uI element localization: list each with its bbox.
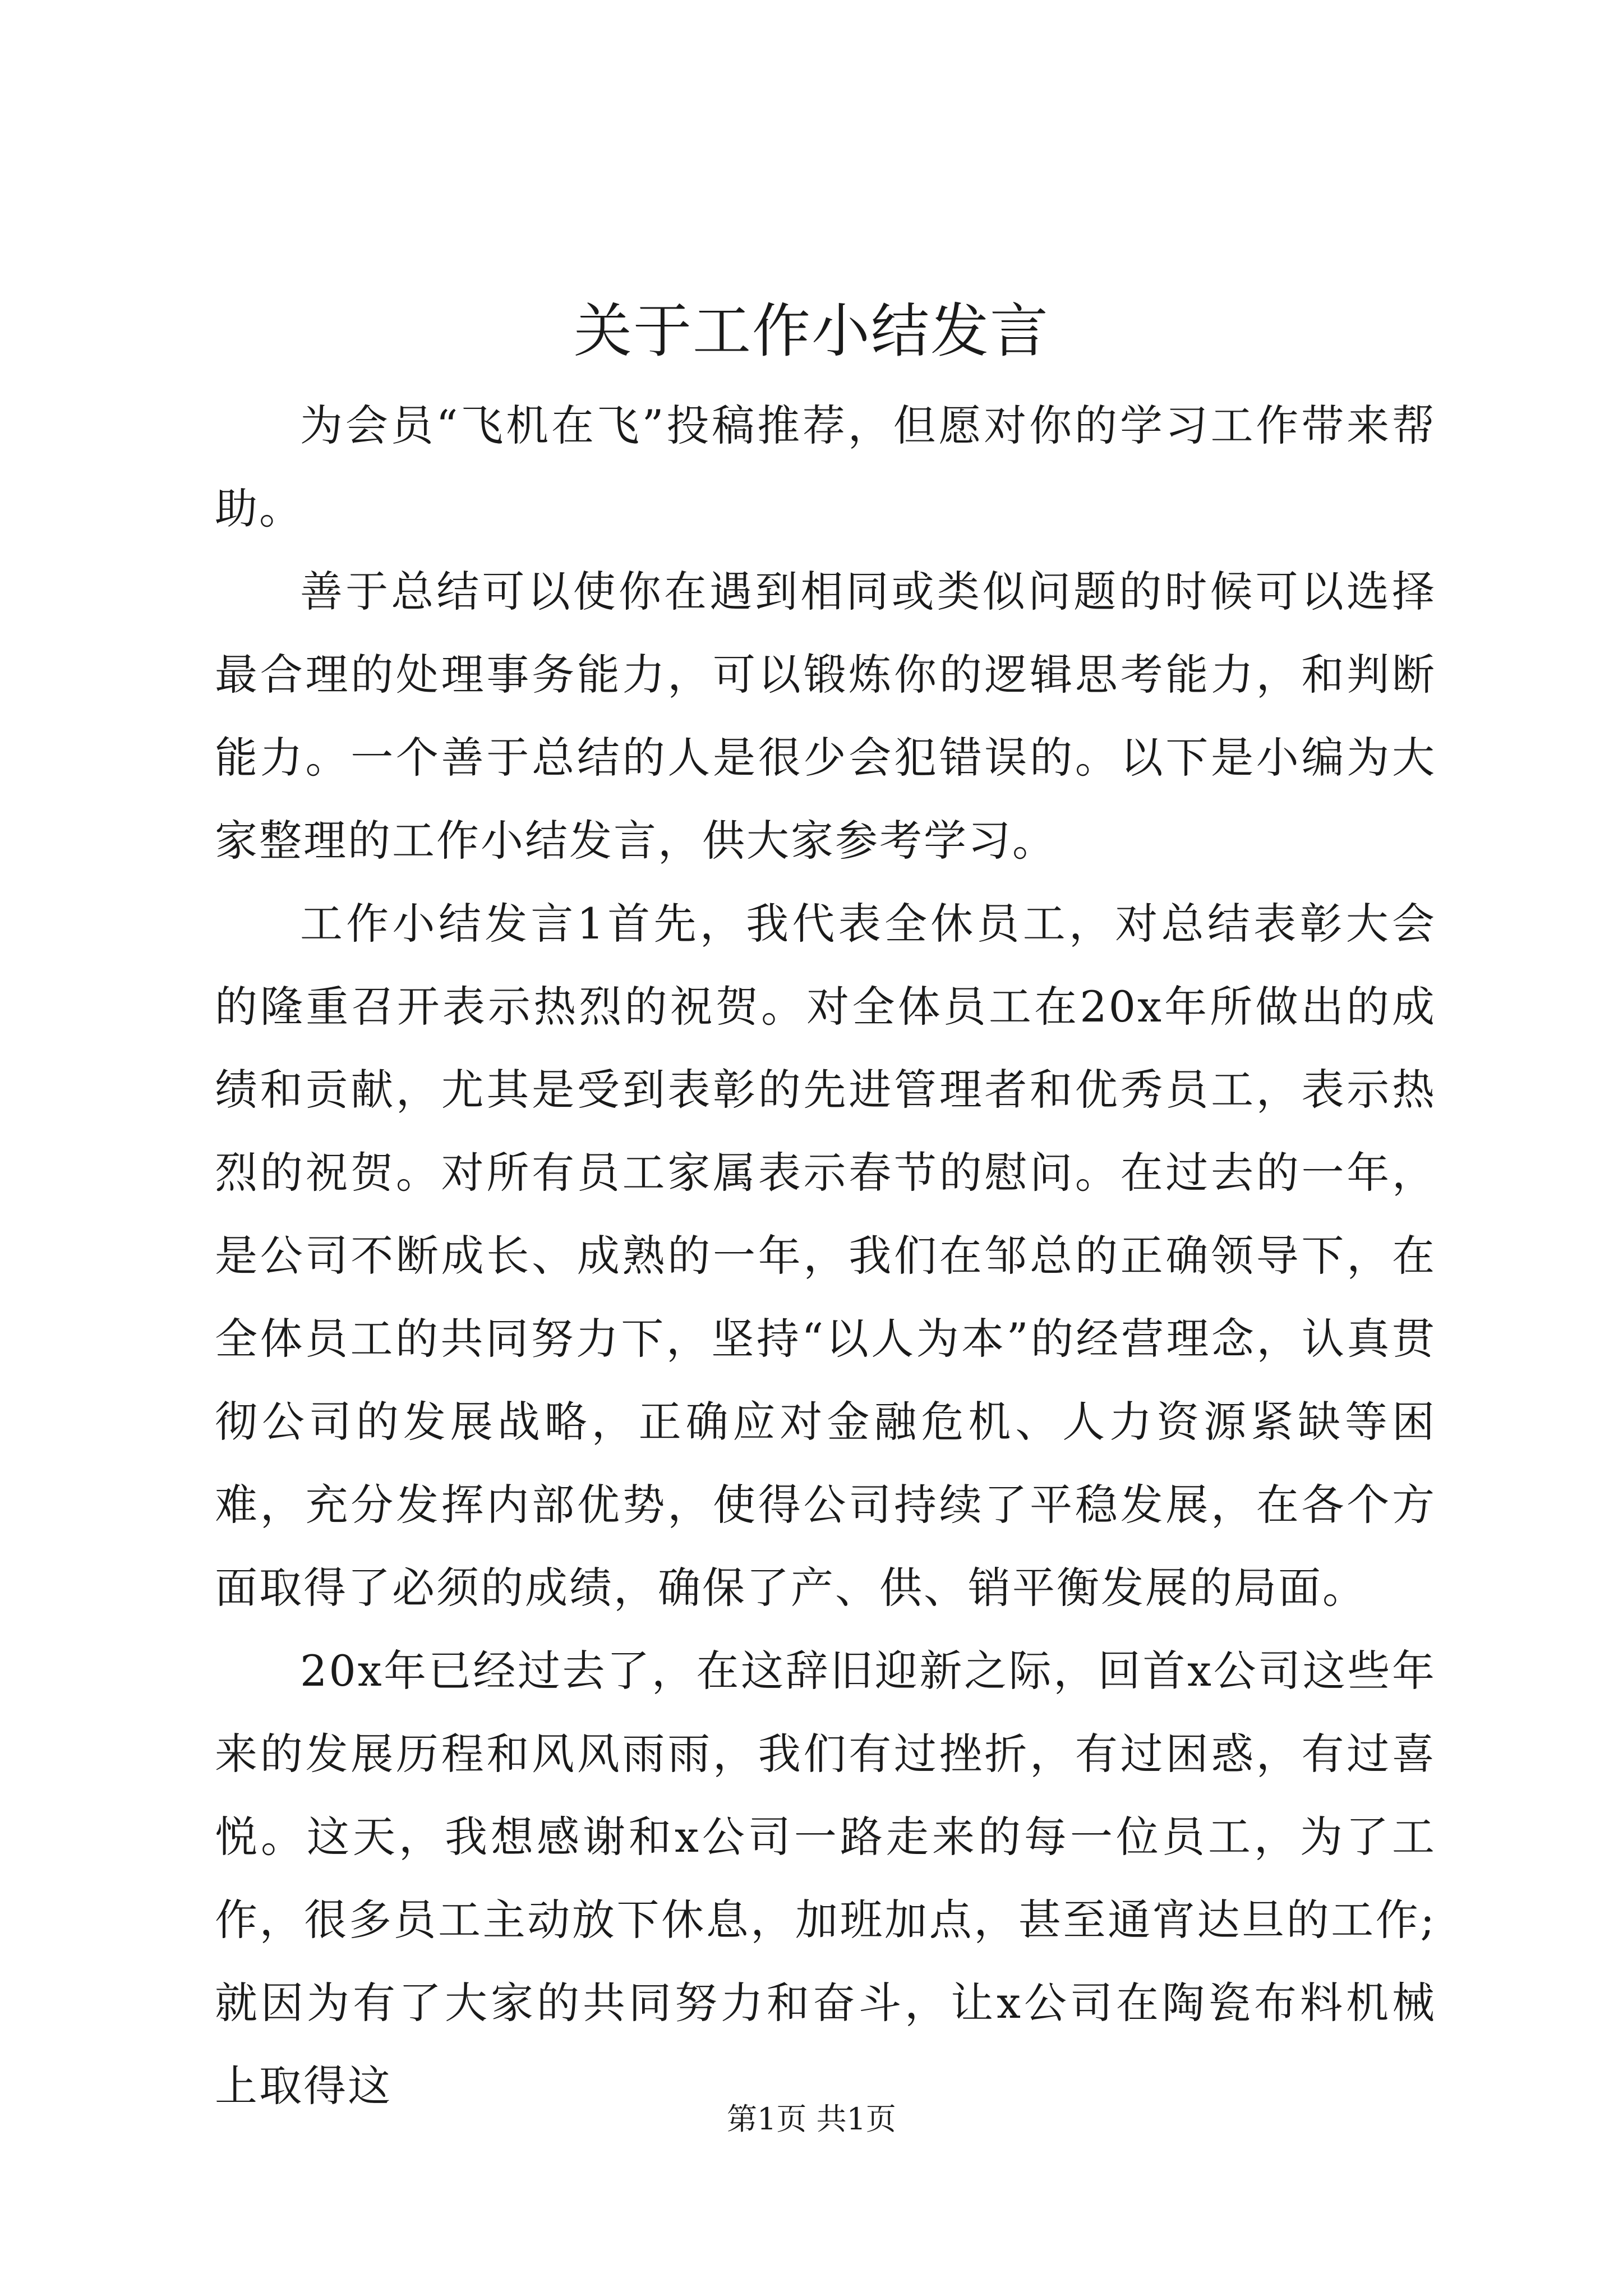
paragraph-summary: 善于总结可以使你在遇到相同或类似问题的时候可以选择最合理的处理事务能力，可以锻炼你的逻辑思考能力，和判断能力。一个善于总结的人是很少会犯错误的。以下是小编为大家整理的工作小结发言，供大家参考学习。 (215, 567, 1436, 866)
document-body (215, 384, 1436, 2128)
paragraph-speech-2: 20x年已经过去了，在这辞旧迎新之际，回首x公司这些年来的发展历程和风风雨雨，我们有过挫折，有过困惑，有过喜悦。这天，我想感谢和x公司一路走来的每一位员工，为了工作，很多员工主动放下休息，加班加点，甚至通宵达旦的工作;就因为有了大家的共同努力和奋斗，让x公司在陶瓷布料机械上取得这 (215, 1646, 1436, 2111)
paragraph-speech-1: 工作小结发言1首先，我代表全休员工，对总结表彰大会的隆重召开表示热烈的祝贺。对全体员工在20x年所做出的成绩和贡献，尤其是受到表彰的先进管理者和优秀员工，表示热烈的祝贺。对所有员工家属表示春节的慰问。在过去的一年，是公司不断成长、成熟的一年，我们在邹总的正确领导下，在全体员工的共同努力下，坚持“以人为本”的经营理念，认真贯彻公司的发展战略，正确应对金融危机、人力资源紧缺等困难，充分发挥内部优势，使得公司持续了平稳发展，在各个方面取得了必须的成绩，确保了产、供、销平衡发展的局面。 (215, 899, 1436, 1613)
paragraph-intro: 为会员“飞机在飞”投稿推荐，但愿对你的学习工作带来帮助。 (215, 401, 1436, 533)
document-title: 关于工作小结发言 (573, 297, 1049, 365)
page-footer: 第1页 共1页 (727, 2101, 896, 2137)
